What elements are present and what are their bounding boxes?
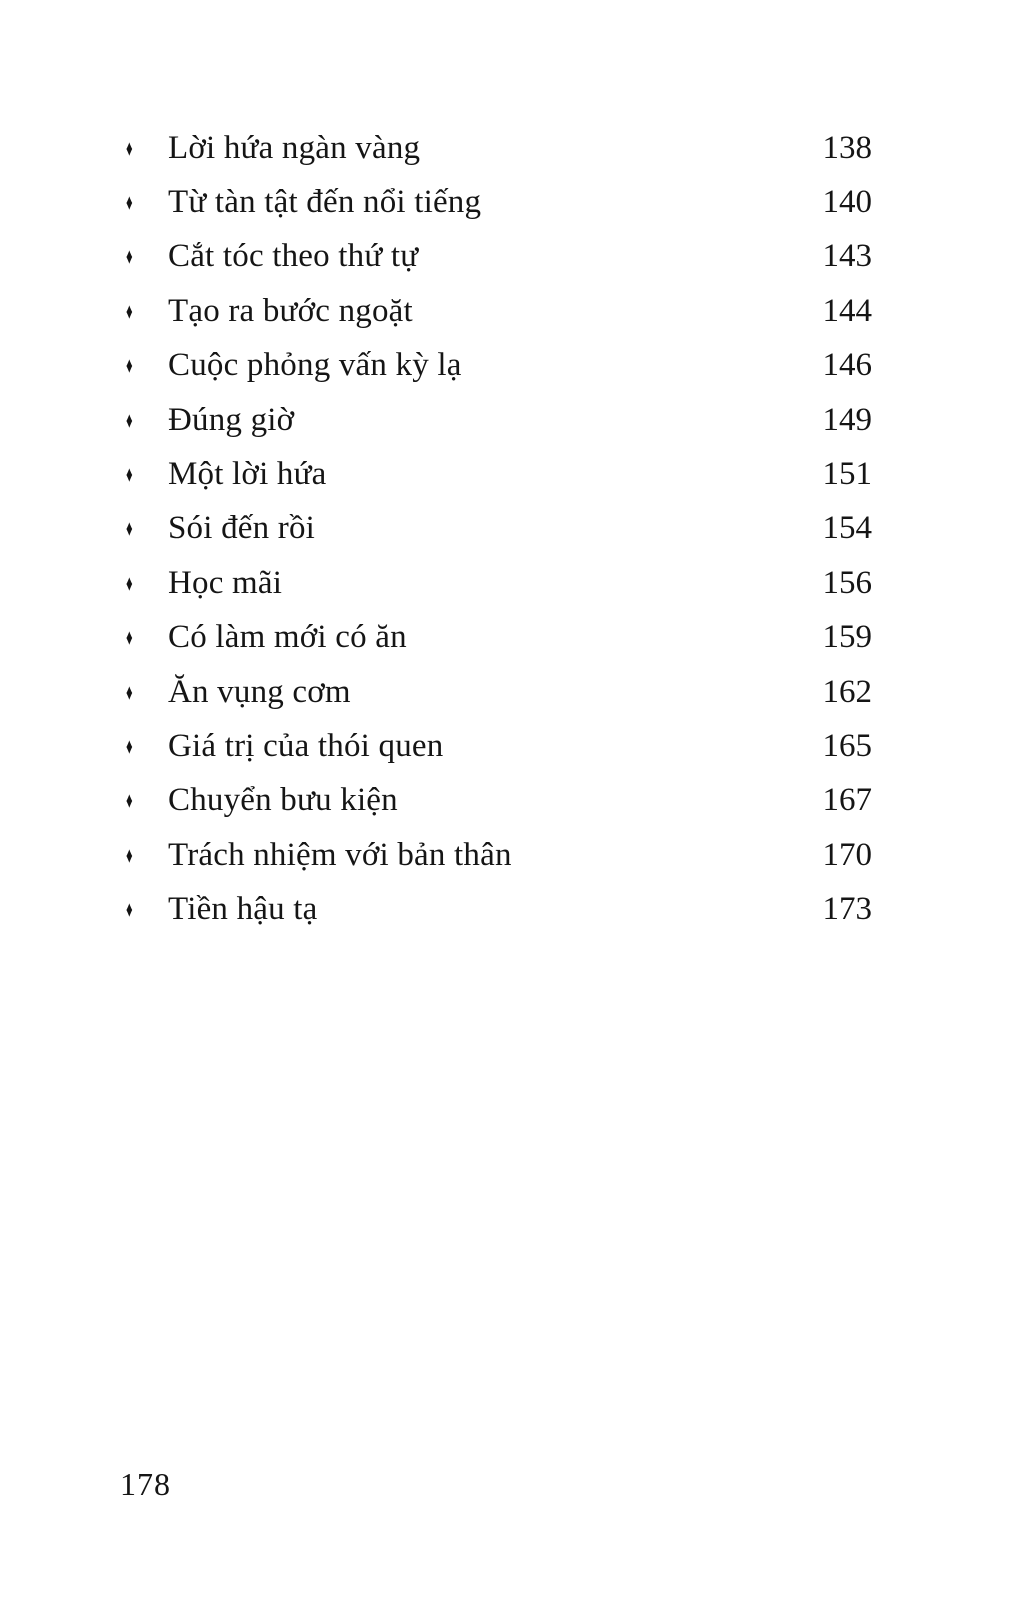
diamond-bullet-icon [118,733,168,759]
diamond-bullet-glyph: ♦ [126,624,133,650]
diamond-bullet-icon [118,842,168,868]
toc-entry-title: Một lời hứa [168,456,327,493]
toc-entry-page-number: 149 [822,401,872,438]
diamond-bullet-glyph: ♦ [126,135,133,161]
toc-entry-title: Sói đến rồi [168,510,316,547]
diamond-bullet-glyph: ♦ [126,298,133,324]
diamond-bullet-icon [118,787,168,813]
toc-entry-title: Giá trị của thói quen [168,727,444,764]
toc-entry [118,774,872,828]
diamond-bullet-glyph: ♦ [126,842,133,868]
diamond-bullet-icon [118,298,168,324]
diamond-bullet-icon [118,570,168,596]
toc-entry [118,828,872,882]
toc-entry-page-number: 143 [822,238,872,275]
toc-entry-page-number: 140 [822,184,872,221]
toc-entry-title: Ăn vụng cơm [168,673,351,710]
toc-entry-title: Đúng giờ [168,401,295,438]
diamond-bullet-glyph: ♦ [126,570,133,596]
toc-entry-title: Trách nhiệm với bản thân [168,836,512,873]
diamond-bullet-icon [118,135,168,161]
toc-entry [118,665,872,719]
diamond-bullet-glyph: ♦ [126,243,133,270]
toc-entry-title: Lời hứa ngàn vàng [168,129,421,166]
diamond-bullet-glyph: ♦ [126,352,133,378]
toc-entry-title: Chuyển bưu kiện [168,782,398,819]
toc-entry [118,393,872,447]
diamond-bullet-icon [118,896,168,922]
toc-entry [118,175,872,229]
diamond-bullet-icon [118,678,168,705]
toc-entry-title: Cuộc phỏng vấn kỳ lạ [168,347,462,384]
diamond-bullet-glyph: ♦ [126,407,133,433]
toc-entry [118,882,872,936]
toc-entry [118,230,872,284]
toc-entry [118,447,872,501]
diamond-bullet-glyph: ♦ [126,515,133,541]
diamond-bullet-icon [118,243,168,270]
toc-entry [118,502,872,556]
toc-entry-page-number: 173 [822,891,872,928]
diamond-bullet-glyph: ♦ [126,733,133,759]
diamond-bullet-icon [118,352,168,378]
toc-entry-page-number: 144 [822,292,872,329]
toc-entry-title: Học mãi [168,564,283,601]
toc-entry [118,719,872,773]
toc-entry [118,611,872,665]
folio-page-number: 178 [120,1466,171,1502]
diamond-bullet-icon [118,624,168,650]
toc-entry [118,339,872,393]
toc-entry-page-number: 151 [822,456,872,493]
toc-entry-page-number: 170 [822,836,872,873]
toc-entry [118,284,872,338]
toc-entry-title: Cắt tóc theo thứ tự [168,238,419,275]
toc-entry-page-number: 156 [822,564,872,601]
toc-entry [118,556,872,610]
toc-entry-page-number: 162 [822,673,872,710]
diamond-bullet-glyph: ♦ [126,189,133,215]
diamond-bullet-icon [118,515,168,541]
toc-entry-page-number: 167 [822,782,872,819]
diamond-bullet-icon [118,461,168,487]
toc-entry-title: Tạo ra bước ngoặt [168,292,413,329]
toc-entry-page-number: 146 [822,347,872,384]
toc-entry-title: Tiền hậu tạ [168,891,318,928]
diamond-bullet-icon [118,407,168,433]
diamond-bullet-glyph: ♦ [126,787,133,813]
toc-entry-page-number: 154 [822,510,872,547]
diamond-bullet-glyph: ♦ [126,896,133,922]
toc-entry-title: Có làm mới có ăn [168,619,407,656]
diamond-bullet-glyph: ♦ [126,461,133,487]
toc-list [118,121,872,937]
toc-entry-title: Từ tàn tật đến nổi tiếng [168,184,482,221]
diamond-bullet-icon [118,189,168,215]
toc-entry-page-number: 159 [822,619,872,656]
toc-entry-page-number: 138 [822,129,872,166]
diamond-bullet-glyph: ♦ [126,678,133,705]
toc-entry [118,121,872,175]
toc-entry-page-number: 165 [822,727,872,764]
